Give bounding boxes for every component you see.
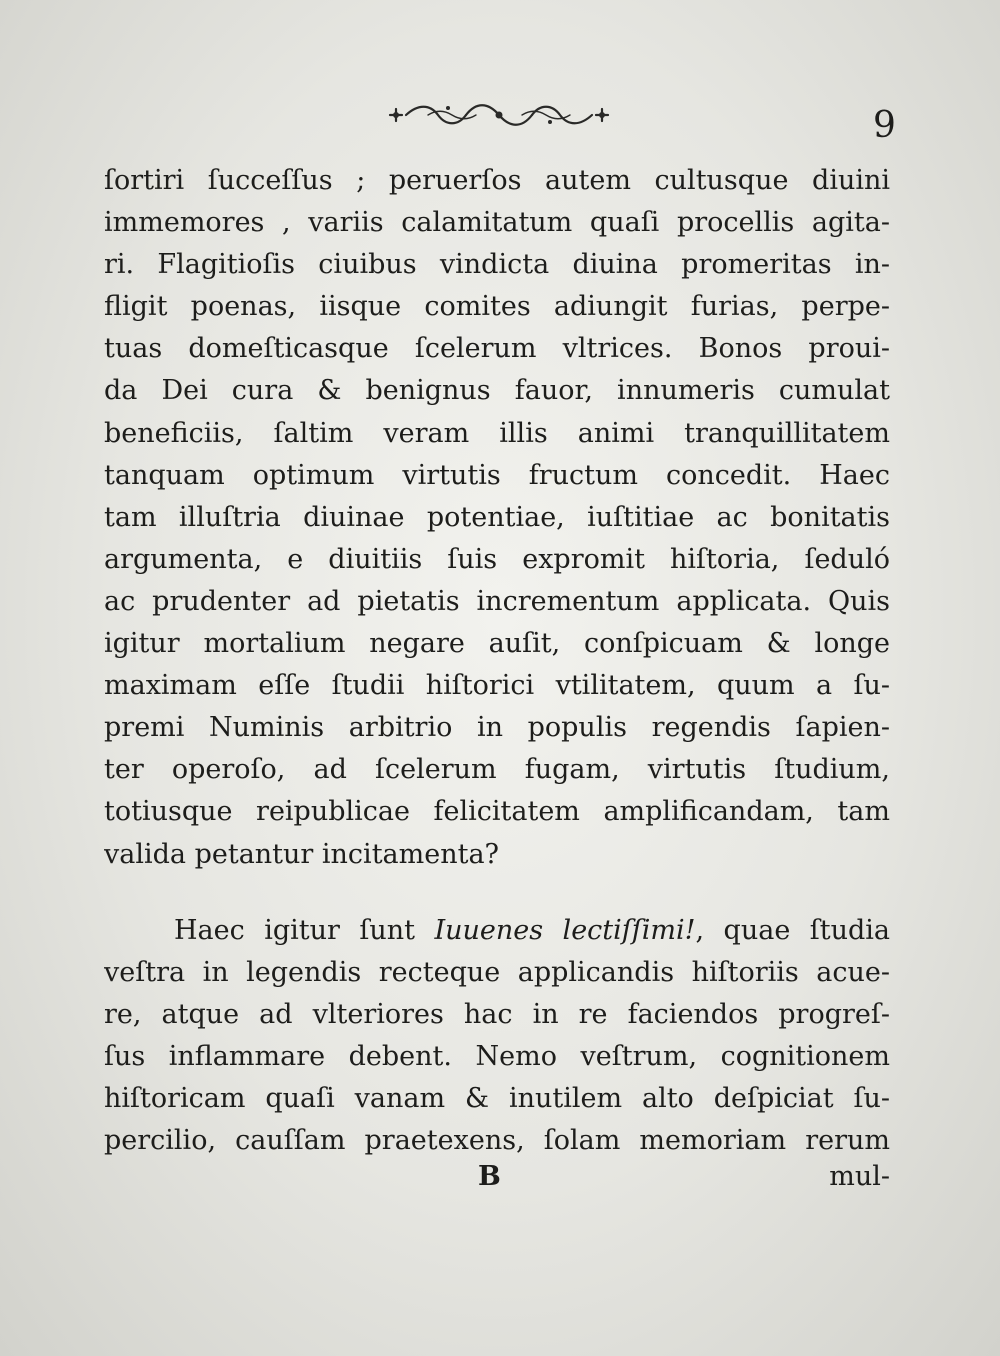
- text-line: [104, 910, 890, 952]
- page-footer: [104, 1156, 890, 1198]
- text-line: ter operoſo, ad ſcelerum fugam, virtutis ſtudium,: [104, 754, 890, 786]
- text-line: tam illuſtria diuinae potentiae, iuſtitiae ac bonitatis: [104, 501, 890, 533]
- text-line: tuas domeſticasque ſcelerum vltrices. Bonos proui-: [104, 333, 890, 365]
- text-line: maximam eſſe ſtudii hiſtorici vtilitatem, quum a ſu-: [104, 670, 890, 702]
- text-line: ſus inflammare debent. Nemo veſtrum, cognitionem: [104, 1040, 890, 1072]
- signature-mark: B: [478, 1161, 501, 1192]
- paragraph-gap: [104, 876, 890, 910]
- paragraph-2: [104, 910, 890, 1163]
- text-line: da Dei cura & benignus fauor, innumeris cumulat: [104, 375, 890, 407]
- text-line: veſtra in legendis recteque applicandis hiſtoriis acue-: [104, 956, 890, 988]
- paragraph-1: [104, 160, 890, 876]
- text-span: , quae ſtudia: [695, 914, 890, 946]
- text-line: ac prudenter ad pietatis incrementum applicata. Quis: [104, 585, 890, 617]
- text-line: immemores , variis calamitatum quaſi procellis agita-: [104, 207, 890, 239]
- body-text: [104, 160, 890, 1162]
- text-line: tanquam optimum virtutis fructum concedit. Haec: [104, 459, 890, 491]
- text-line: igitur mortalium negare auſit, conſpicuam & longe: [104, 628, 890, 660]
- text-line: premi Numinis arbitrio in populis regendis ſapien-: [104, 712, 890, 744]
- text-span: Haec igitur ſunt: [174, 914, 435, 946]
- text-line: totiusque reipublicae felicitatem amplificandam, tam: [104, 796, 890, 828]
- text-line: beneficiis, ſaltim veram illis animi tranquillitatem: [104, 417, 890, 449]
- italic-address: Iuuenes lectiſſimi!: [434, 914, 696, 946]
- text-line: ſortiri ſucceſſus ; peruerſos autem cultusque diuini: [104, 165, 890, 196]
- text-line: fligit poenas, iisque comites adiungit furias, perpe-: [104, 291, 890, 323]
- text-line: valida petantur incitamenta?: [104, 838, 500, 870]
- page-number: 9: [873, 105, 896, 146]
- text-line: percilio, cauſſam praetexens, ſolam memoriam rerum: [104, 1125, 890, 1157]
- catchword: mul-: [829, 1161, 890, 1192]
- text-line: ri. Flagitioſis ciuibus vindicta diuina promeritas in-: [104, 249, 890, 281]
- text-line: argumenta, e diuitiis ſuis expromit hiſtoria, ſeduló: [104, 543, 890, 575]
- decorative-headpiece: [388, 96, 610, 134]
- text-line: hiſtoricam quaſi vanam & inutilem alto deſpiciat ſu-: [104, 1082, 890, 1114]
- text-line: re, atque ad vlteriores hac in re faciendos progreſ-: [104, 998, 890, 1030]
